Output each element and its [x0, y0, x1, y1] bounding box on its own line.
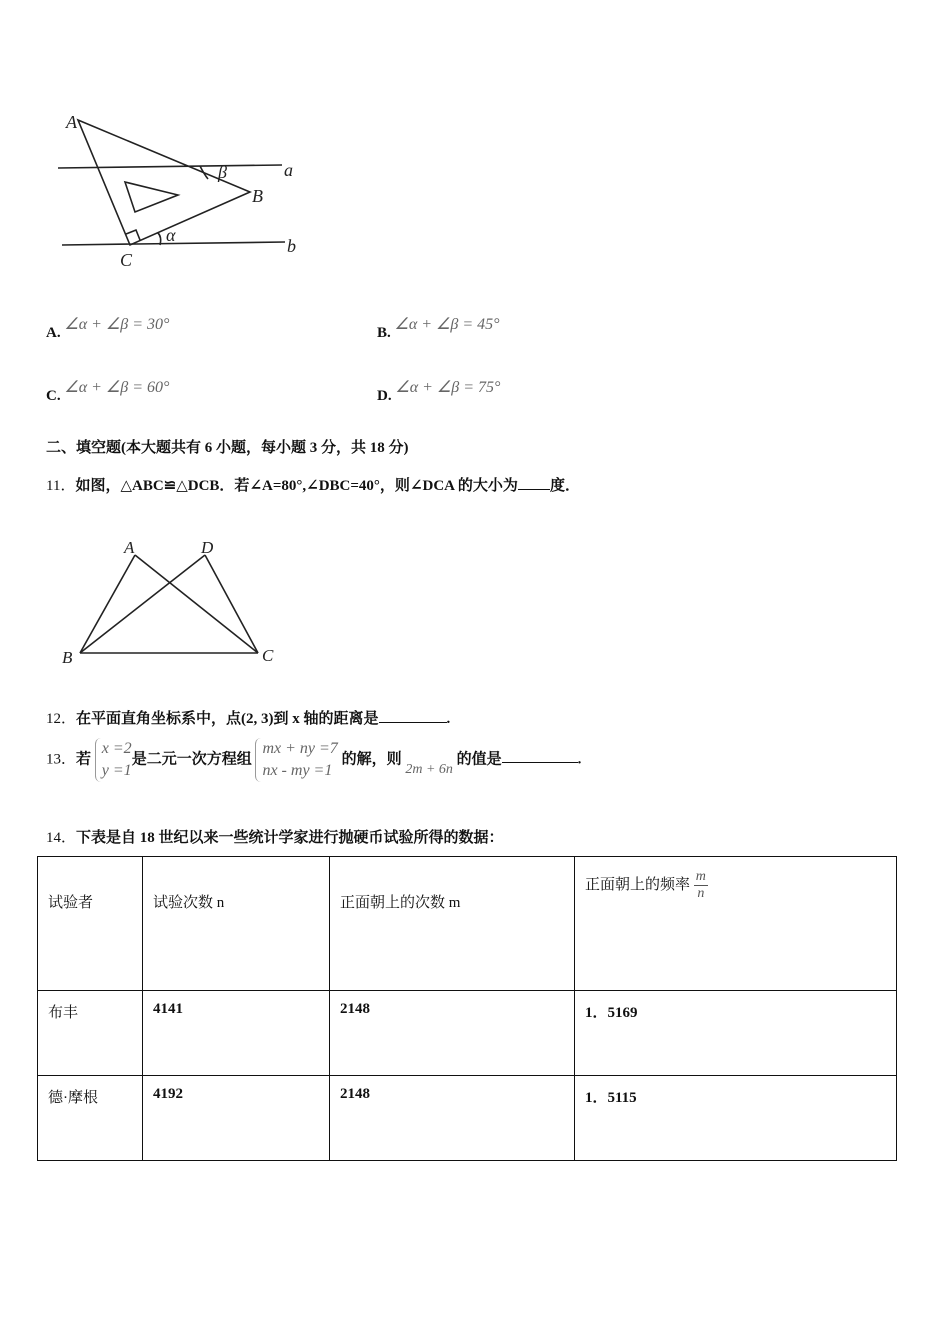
table-cell: 德·摩根	[38, 1076, 143, 1161]
q13-text: 的解，则	[341, 751, 402, 768]
q13-text: 的值是	[456, 751, 502, 768]
equation: nx - my =1	[262, 762, 333, 779]
option-letter: D.	[377, 388, 392, 404]
table-cell: 布丰	[38, 991, 143, 1076]
label-C: C	[262, 646, 274, 665]
question-11	[46, 474, 580, 495]
question-number: 13．	[46, 751, 77, 768]
question-number: 12．	[46, 711, 77, 727]
label-A: A	[66, 112, 77, 132]
option-expr: ∠α + ∠β = 30°	[64, 316, 170, 333]
option-d[interactable]	[377, 379, 501, 405]
fraction-m-over-n	[694, 869, 708, 902]
question-number: 14．	[46, 830, 77, 846]
numerator: m	[695, 869, 706, 884]
section-heading: 二、填空题(本大题共有 6 小题，每小题 3 分，共 18 分)	[46, 440, 409, 456]
denominator: n	[697, 886, 705, 901]
question-number: 11．	[46, 478, 76, 494]
label-C: C	[120, 250, 133, 270]
option-letter: B.	[377, 325, 391, 341]
option-letter: A.	[46, 325, 61, 341]
table-cell: 1．5115	[575, 1076, 897, 1161]
question-13	[46, 738, 581, 782]
line-a	[58, 165, 282, 168]
label-beta: β	[218, 162, 227, 182]
table-header-row	[38, 857, 897, 991]
option-b[interactable]	[377, 316, 500, 342]
equation-system	[255, 738, 337, 782]
q11-text: 如图，△ABC≌△DCB．若	[75, 478, 250, 494]
answer-blank[interactable]	[379, 722, 447, 723]
label-alpha: α	[166, 225, 176, 245]
period: .	[446, 711, 451, 727]
q13-text: 是二元一次方程组	[131, 751, 252, 768]
equation: x =2	[101, 740, 132, 757]
option-expr: ∠α + ∠β = 60°	[64, 379, 170, 396]
option-letter: C.	[46, 388, 61, 404]
table-cell: 2148	[330, 1076, 575, 1161]
table-cell: 2148	[330, 991, 575, 1076]
header-text: 正面朝上的频率	[585, 876, 691, 893]
label-D: D	[201, 538, 214, 557]
label-a: a	[284, 160, 293, 180]
answer-blank[interactable]	[502, 762, 578, 763]
q13-text: 若	[76, 751, 92, 768]
q11-text-end: 度．	[549, 478, 580, 494]
figure-parallel-lines-triangle	[0, 100, 320, 280]
equation: mx + ny =7	[262, 740, 338, 757]
q14-text: 下表是自 18 世纪以来一些统计学家进行抛硬币试验所得的数据：	[76, 830, 504, 846]
triangle-abc	[78, 120, 250, 245]
header-cell	[575, 857, 897, 991]
question-12	[46, 707, 450, 728]
q11-angle-dca: ∠DCA 的大小为	[409, 478, 518, 494]
expression: 2m + 6n	[405, 762, 453, 778]
option-expr: ∠α + ∠β = 75°	[395, 379, 501, 396]
table-row	[38, 1076, 897, 1161]
label-A: A	[124, 538, 135, 557]
answer-blank[interactable]	[518, 489, 550, 490]
figure-triangles	[50, 535, 290, 670]
inner-triangle	[125, 182, 178, 212]
solution-system	[95, 738, 132, 782]
question-14	[46, 826, 504, 847]
header-cell: 试验次数 n	[143, 857, 330, 991]
beta-arc	[200, 166, 208, 179]
table-cell: 1．5169	[575, 991, 897, 1076]
label-B: B	[62, 648, 73, 667]
header-cell: 正面朝上的次数 m	[330, 857, 575, 991]
q11-angle-dbc: ∠DBC=40°，则	[306, 478, 410, 494]
q12-text: 在平面直角坐标系中，点(2, 3)到 x 轴的距离是	[76, 711, 379, 727]
header-cell: 试验者	[38, 857, 143, 991]
equation: y =1	[101, 762, 132, 779]
period: .	[577, 751, 582, 768]
table-cell: 4141	[143, 991, 330, 1076]
option-c[interactable]	[46, 379, 170, 405]
label-B: B	[252, 186, 263, 206]
q11-angle-a: ∠A=80°,	[249, 478, 307, 494]
option-expr: ∠α + ∠β = 45°	[394, 316, 500, 333]
table-row	[38, 991, 897, 1076]
coin-toss-table	[37, 856, 897, 1161]
label-b: b	[287, 236, 296, 256]
option-a[interactable]	[46, 316, 170, 342]
table-cell: 4192	[143, 1076, 330, 1161]
